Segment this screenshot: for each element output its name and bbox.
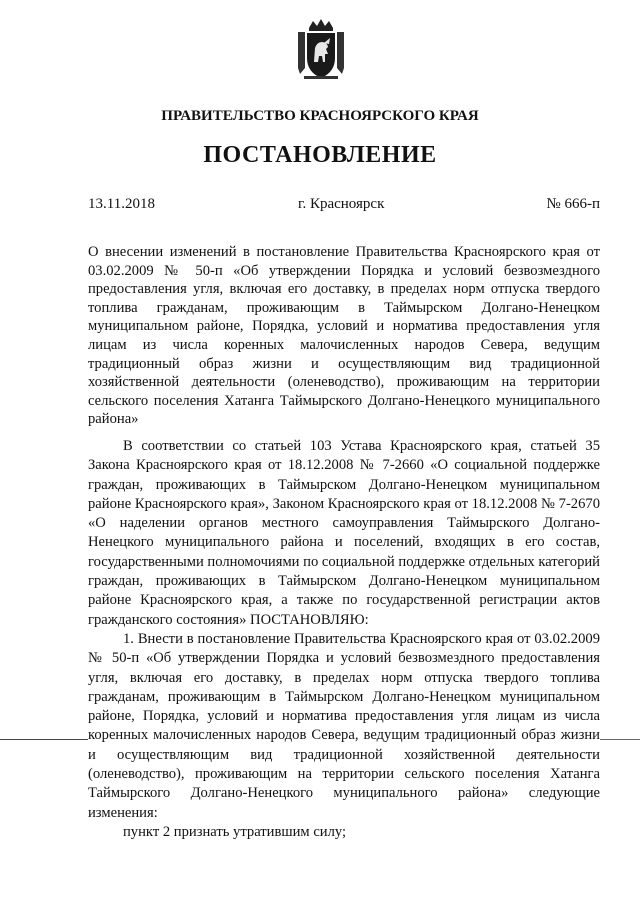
preamble-paragraph: В соответствии со статьей 103 Устава Красноярского края, статьей 35 Закона Красноярского края от 18.12.2008 № 7-2660 «О социальной поддержке граждан, проживающих в Таймырском Долгано-Ненецком муниципальном районе Красноярского края», Законом Красноярского края от 18.12.2008 № 7-2670 «О наделении органов местного самоуправления Таймырского Долгано-Ненецкого муниципального района и поселений, входящих в его состав, государственными полномочиями по социальной поддержке отдельных категорий граждан, проживающих в Таймырском Долгано-Ненецком муниципальном районе Красноярского края, а также по государственной регистрации актов гражданского состояния» ПОСТАНОВЛЯЮ:: [88, 438, 600, 628]
document-type-heading: ПОСТАНОВЛЕНИЕ: [203, 142, 437, 168]
document-body: [88, 437, 600, 842]
document-number: № 666-п: [546, 196, 600, 212]
document-meta-row: [88, 196, 600, 216]
document-date: 13.11.2018: [88, 196, 155, 212]
item-1-subitem: пункт 2 признать утратившим силу;: [123, 823, 347, 840]
coat-of-arms-icon: [295, 18, 347, 82]
item-1-paragraph: 1. Внести в постановление Правительства Красноярского края от 03.02.2009 № 50-п «Об утверждении Порядка и условий безвозмездного предоставления угля, включая его доставку, в пределах норм отпуска твердого топлива гражданам, проживающим в Таймырском Долгано-Ненецком муниципальном районе, Порядка, условий и норматива предоставления угля лицам из числа коренных малочисленных народов Севера, ведущим традиционный образ жизни и осуществляющим вид традиционной хозяйственной деятельности (оленеводство), проживающим на территории сельского поселения Хатанга Таймырского Долгано-Ненецкого муниципального района» следующие изменения:: [88, 630, 600, 821]
document-city: г. Красноярск: [298, 196, 385, 212]
document-subject: О внесении изменений в постановление Правительства Красноярского края от 03.02.2009 № 50-п «Об утверждении Порядка и условий безвозмездного предоставления угля, включая его доставку, в пределах норм отпуска твердого топлива гражданам, проживающим в Таймырском Долгано-Ненецком муниципальном районе, Порядка, условий и норматива предоставления угля лицам из числа коренных малочисленных народов Севера, ведущим традиционный образ жизни и осуществляющим вид традиционной хозяйственной деятельности (оленеводство), проживающим на территории сельского поселения Хатанга Таймырского Долгано-Ненецкого муниципального района»: [88, 244, 600, 428]
government-title: ПРАВИТЕЛЬСТВО КРАСНОЯРСКОГО КРАЯ: [161, 108, 479, 124]
scan-artifact-line: [0, 739, 88, 740]
scan-artifact-line: [600, 739, 640, 740]
